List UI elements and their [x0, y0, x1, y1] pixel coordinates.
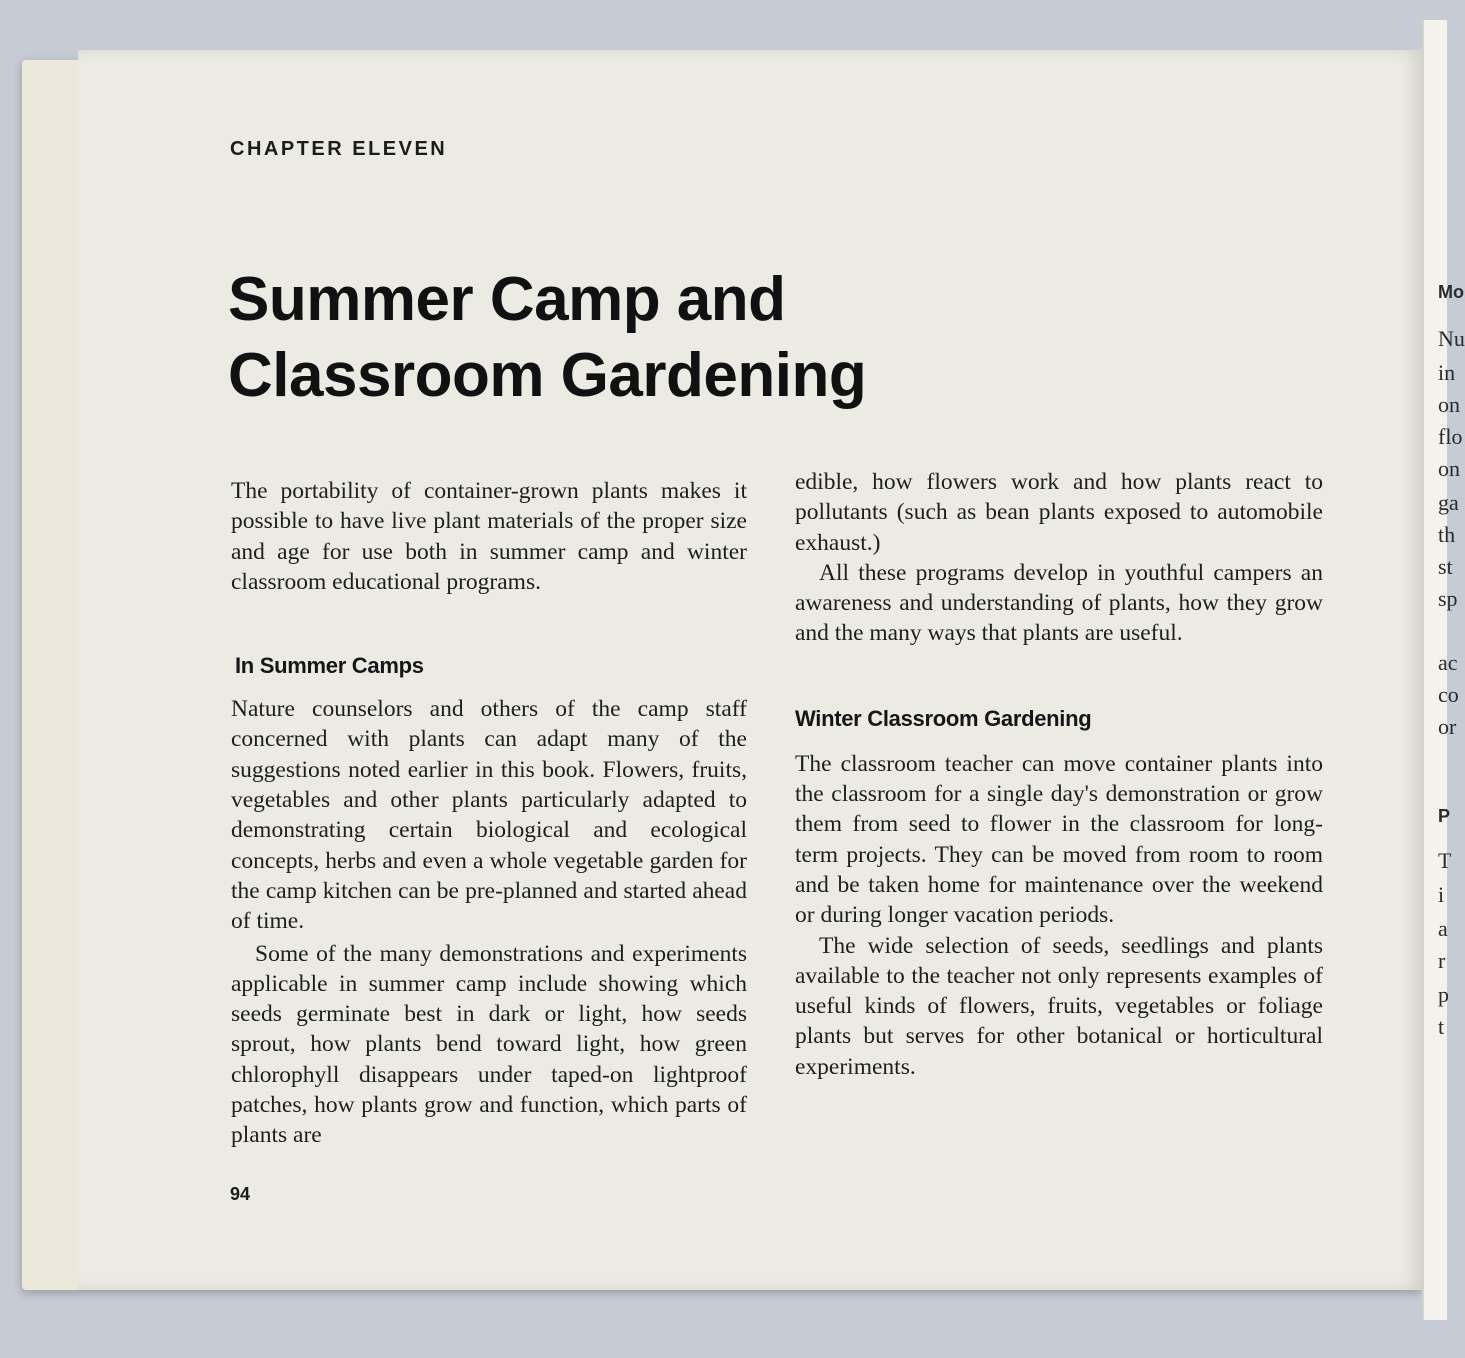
- winter-classroom-paragraph-2: The wide selection of seeds, seedlings and plants available to the teacher not only represents examples of useful kinds of flowers, fruits, vegetables or foliage plants but serves for other botanical or horticultural experiments.: [795, 932, 1323, 1080]
- facing-page-edge: [1422, 20, 1465, 1320]
- facing-page-fragment: Mo: [1438, 282, 1464, 302]
- summer-camps-paragraph-continued: edible, how flowers work and how plants react to pollutants (such as bean plants exposed to automobile exhaust.): [795, 469, 1323, 556]
- section-heading-summer-camps: In Summer Camps: [235, 653, 424, 679]
- chapter-label: CHAPTER ELEVEN: [230, 138, 448, 160]
- facing-page-fragment: i: [1438, 882, 1445, 907]
- facing-page-fragment: Nu: [1438, 326, 1465, 351]
- facing-page-fragment: T: [1438, 848, 1452, 873]
- summer-camps-paragraph-1: Nature counselors and others of the camp staff concerned with plants can adapt many of the suggestions noted earlier in this book. Flowers, fruits, vegetables and other plants particularly adapted to demonstrating certain biological and ecological concepts, herbs and even a whole vegetable garden for the camp kitchen can be pre-planned and started ahead of time.: [231, 696, 747, 935]
- facing-page-fragment: on: [1438, 456, 1460, 481]
- chapter-title: [228, 262, 866, 414]
- chapter-title-line-1: Summer Camp and: [228, 265, 786, 334]
- facing-page-fragment: p: [1438, 982, 1449, 1007]
- facing-page-fragment: flo: [1438, 424, 1463, 449]
- right-column: [795, 467, 1323, 1082]
- facing-page-fragment: th: [1438, 522, 1456, 547]
- summer-camps-paragraph-3: All these programs develop in youthful campers an awareness and understanding of plants, how they grow and the many ways that plants are useful.: [795, 559, 1323, 647]
- facing-page-fragment: in: [1438, 360, 1456, 385]
- facing-page-fragment: st: [1438, 554, 1453, 579]
- section-heading-winter-classroom: Winter Classroom Gardening: [795, 705, 1092, 731]
- facing-page-fragment: co: [1438, 682, 1459, 707]
- left-column: [231, 476, 747, 1151]
- facing-page-fragment: t: [1438, 1014, 1445, 1039]
- summer-camps-paragraph-2: Some of the many demonstrations and experiments applicable in summer camp include showing which seeds germinate best in dark or light, how seeds sprout, how plants bend toward light, how green chlorophyll disappears under taped-on lightproof patches, how plants grow and function, which parts of plants are: [231, 940, 747, 1149]
- facing-page-fragment: ac: [1438, 650, 1458, 675]
- facing-page-fragment: or: [1438, 714, 1457, 739]
- facing-page-fragment: r: [1438, 948, 1446, 973]
- facing-page-fragment: P: [1438, 806, 1451, 826]
- intro-paragraph: The portability of container-grown plants makes it possible to have live plant materials of the proper size and age for use both in summer camp and winter classroom educational programs.: [231, 478, 747, 595]
- facing-page-fragment: sp: [1438, 586, 1458, 611]
- facing-page-fragment: on: [1438, 392, 1460, 417]
- winter-classroom-paragraph-1: The classroom teacher can move container plants into the classroom for a single day's demonstration or grow them from seed to flower in the classroom for long-term projects. They can be moved from room to room and be taken home for maintenance over the weekend or during longer vacation periods.: [795, 750, 1323, 929]
- page-number: 94: [230, 1184, 251, 1204]
- facing-page-fragment: ga: [1438, 490, 1459, 515]
- chapter-title-line-2: Classroom Gardening: [228, 341, 867, 410]
- facing-page-fragment: a: [1438, 916, 1448, 941]
